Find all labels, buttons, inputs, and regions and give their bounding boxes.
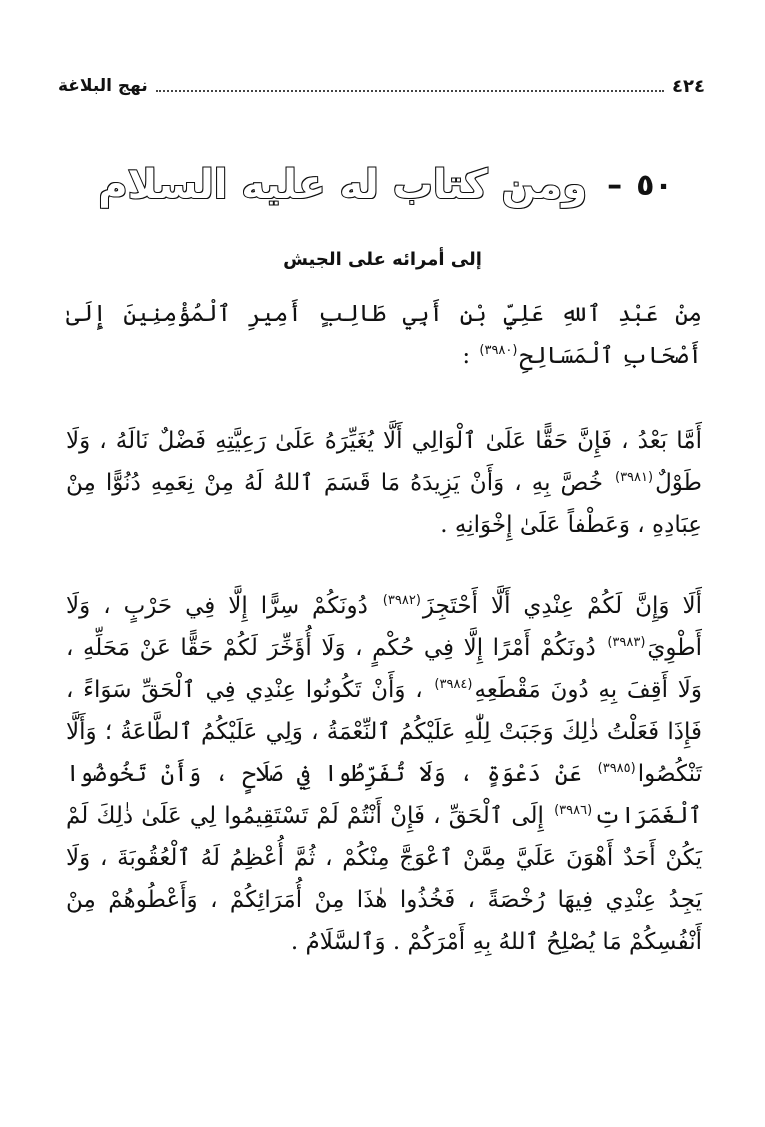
paragraph-obligations <box>66 585 702 963</box>
chapter-subtitle: إلى أمرائه على الجيش <box>283 249 482 270</box>
text-segment: إِلَى ٱلْحَقِّ ، فَإِنْ أَنْتُمْ لَمْ تَسْتَقِيمُوا لِي عَلَىٰ ذٰلِكَ لَمْ يَكُنْ أَحَدٌ أَهْوَنَ عَلَيَّ مِمَّنْ ٱعْوَجَّ مِنْكُمْ ، ثُمَّ أُعْظِمُ لَهُ ٱلْعُقُوبَةَ ، وَلَا يَجِدُ عِنْدِي فِيهَا رُخْصَةً ، فَخُذُوا هٰذَا مِنْ أُمَرَائِكُمْ ، وَأَعْطُوهُمْ مِنْ أَنْفُسِكُمْ مَا يُصْلِحُ ٱللهُ بِهِ أَمْرَكُمْ . وَٱلسَّلَامُ . <box>66 803 702 955</box>
chapter-title: ومن كتاب له عليه السلام <box>98 162 588 208</box>
text-segment: أَمَّا بَعْدُ ، فَإِنَّ حَقًّا عَلَىٰ ٱلْوَالِي أَلَّا يُغَيِّرَهُ عَلَىٰ رَعِيَّتِهِ فَضْلٌ نَالَهُ ، وَلَا طَوْلٌ <box>66 428 702 496</box>
footnote-marker: (٣٩٨٣) <box>607 635 646 650</box>
text-segment: عَنْ دَعْوَةٍ ، وَلَا تُفَرِّطُوا فِي صَلَاحٍ ، وَأَنْ تَخُوضُوا ٱلْغَمَرَاتِ <box>66 761 702 829</box>
header-dot-leader <box>156 80 664 92</box>
footnote-marker: (٣٩٨٦) <box>554 803 593 818</box>
text-segment: خُصَّ بِهِ ، وَأَنْ يَزِيدَهُ مَا قَسَمَ ٱللهُ لَهُ مِنْ نِعَمِهِ دُنُوًّا مِنْ عِبَادِهِ ، وَعَطْفاً عَلَىٰ إِخْوَانِهِ . <box>66 470 702 538</box>
text-segment: مِنْ عَبْدِ ٱللهِ عَلِيِّ بْنِ أَبِي طَالِبٍ أَمِيرِ ٱلْمُؤْمِنِينَ إِلَىٰ أَصْحَابِ ٱلْمَسَالِحِ <box>66 301 702 369</box>
chapter-number: ٥٠ <box>636 167 673 203</box>
footnote-marker: (٣٩٨٢) <box>382 593 421 608</box>
footnote-marker: (٣٩٨١) <box>615 470 654 485</box>
chapter-heading <box>0 162 765 208</box>
text-segment: أَلَا وَإِنَّ لَكُمْ عِنْدِي أَلَّا أَحْتَجِزَ <box>422 593 702 619</box>
running-header <box>58 74 705 98</box>
text-segment: دُونَكُمْ سِرًّا إِلَّا فِي حَرْبٍ ، وَلَا أَطْوِيَ <box>66 593 702 661</box>
paragraph-opening <box>66 420 702 546</box>
page-number: ٤٢٤ <box>672 75 705 97</box>
text-segment: : <box>462 343 478 369</box>
paragraph-address <box>66 293 702 377</box>
text-segment: دُونَكُمْ أَمْرًا إِلَّا فِي حُكْمٍ ، وَلَا أُؤَخِّرَ لَكُمْ حَقًّا عَنْ مَحَلِّهِ ، وَلَا أَقِفَ بِهِ دُونَ مَقْطَعِهِ <box>66 635 703 703</box>
book-title: نهج البلاغة <box>58 76 148 96</box>
chapter-dash: – <box>607 167 623 203</box>
footnote-marker: (٣٩٨٠) <box>479 343 518 358</box>
footnote-marker: (٣٩٨٥) <box>597 761 636 776</box>
text-segment: ، وَأَنْ تَكُونُوا عِنْدِي فِي ٱلْحَقِّ سَوَاءً ، فَإِذَا فَعَلْتُ ذٰلِكَ وَجَبَتْ لِلّٰهِ عَلَيْكُمُ ٱلنِّعْمَةُ ، وَلِي عَلَيْكُمُ ٱلطَّاعَةُ ؛ وَأَلَّا تَنْكُصُوا <box>66 677 702 787</box>
footnote-marker: (٣٩٨٤) <box>434 677 473 692</box>
